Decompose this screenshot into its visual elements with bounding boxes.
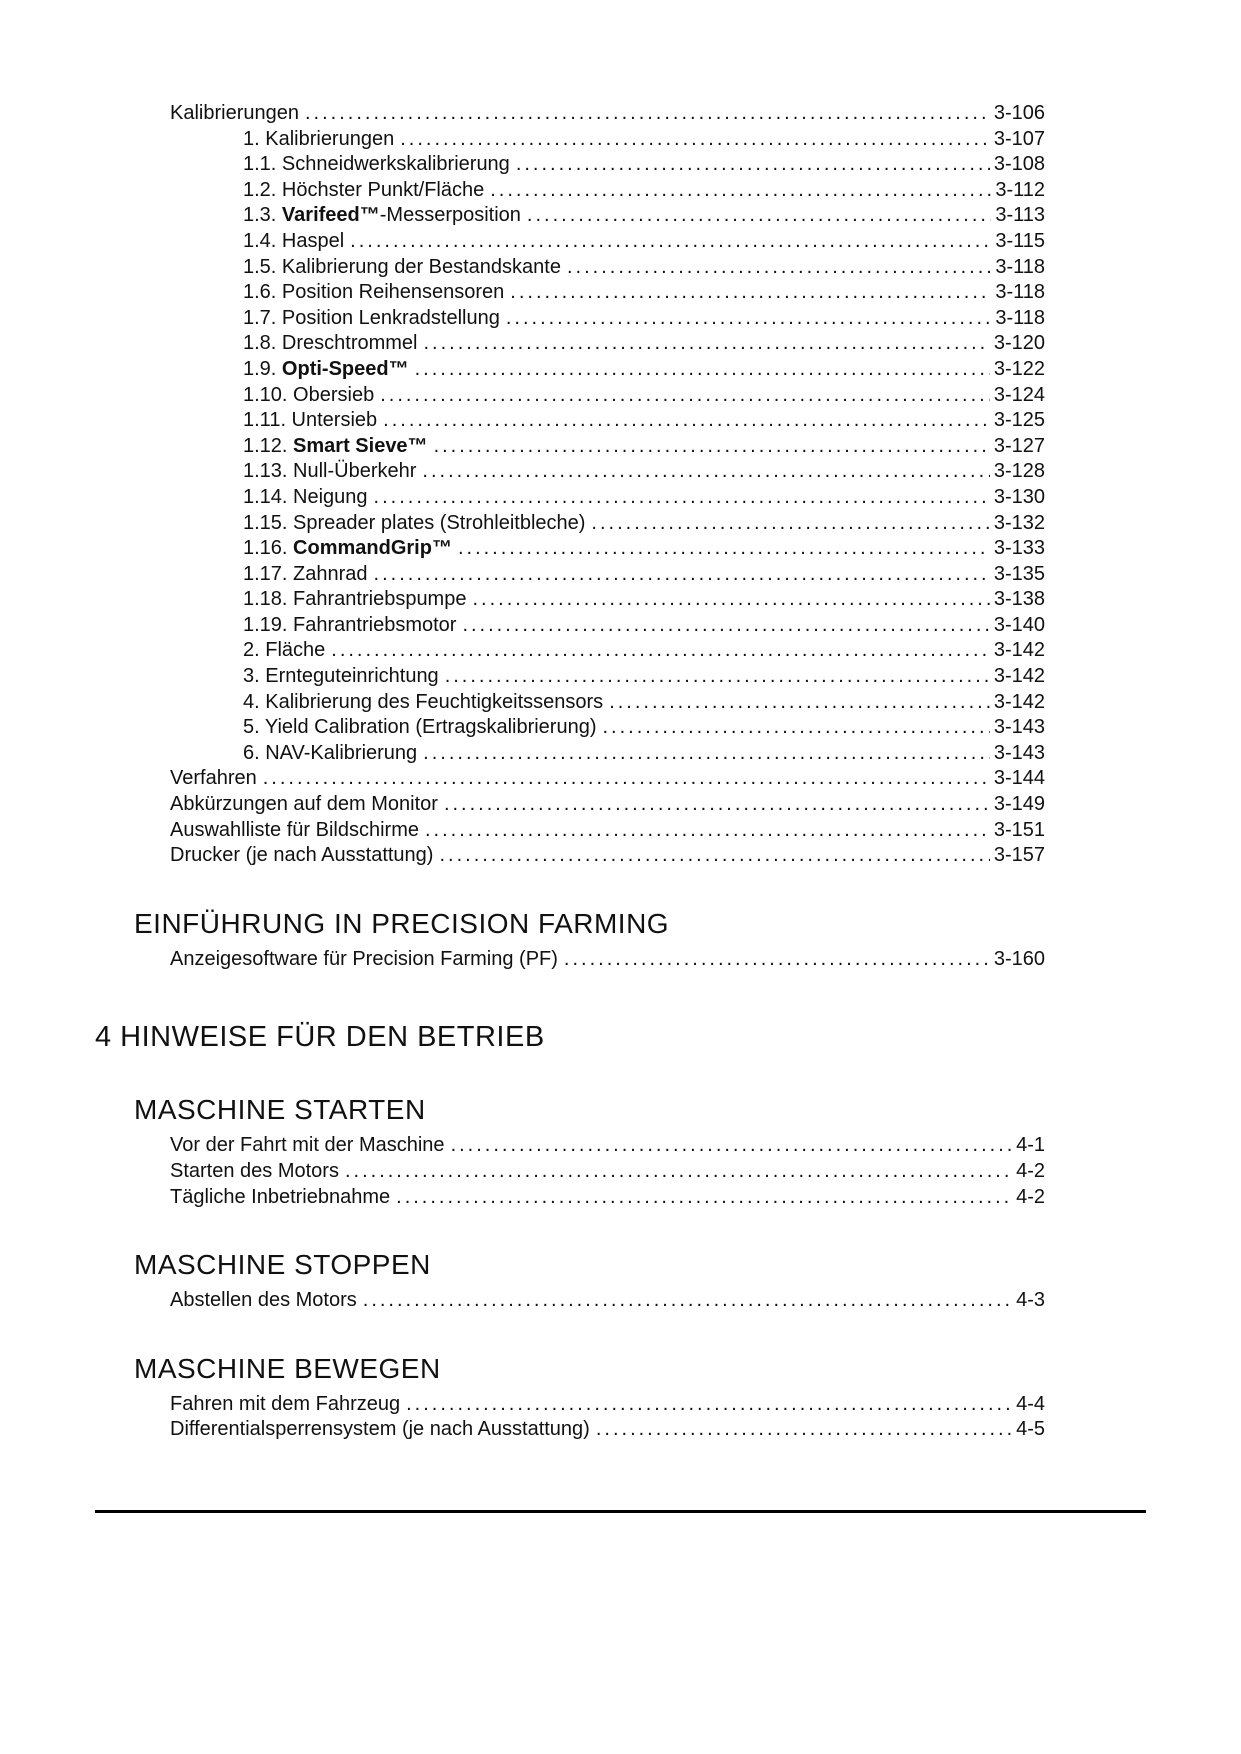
- chapter-heading: 4 HINWEISE FÜR DEN BETRIEB: [95, 1021, 545, 1054]
- dot-leader: [490, 178, 991, 204]
- toc-entry-label-text: 1.7. Position Lenkradstellung: [243, 306, 500, 329]
- dot-leader: [374, 485, 990, 511]
- toc-entries-block: [0, 947, 1241, 973]
- toc-entry[interactable]: [243, 203, 1045, 229]
- dot-leader: [422, 459, 989, 485]
- toc-entry-page-number: 3-125: [993, 409, 1045, 432]
- dot-leader: [510, 280, 991, 306]
- toc-entry-label: [170, 1288, 357, 1314]
- toc-entry-label-text: 3. Ernteguteinrichtung: [243, 665, 439, 688]
- toc-entry[interactable]: [243, 511, 1045, 537]
- toc-entry[interactable]: [243, 127, 1045, 153]
- toc-entry-label: [243, 383, 374, 409]
- toc-entry-label: [170, 766, 257, 792]
- toc-entry-label: [170, 818, 419, 844]
- toc-entry-label-text: 1.2. Höchster Punkt/Fläche: [243, 178, 485, 201]
- toc-entry[interactable]: [243, 638, 1045, 664]
- toc-entry-label: [243, 741, 417, 767]
- toc-entry-label-text: 1.4. Haspel: [243, 229, 345, 252]
- toc-entry-label-text: 1.10. Obersieb: [243, 383, 375, 406]
- toc-entry-label-text: 1.14. Neigung: [243, 485, 368, 508]
- toc-entry-page-number: 4-5: [1016, 1418, 1045, 1441]
- toc-entry[interactable]: [243, 664, 1045, 690]
- dot-leader: [609, 690, 990, 716]
- toc-entry-label-text: 4. Kalibrierung des Feuchtigkeitssensors: [243, 690, 604, 713]
- section-heading: EINFÜHRUNG IN PRECISION FARMING: [134, 907, 670, 939]
- toc-entry-page-number: 3-122: [993, 357, 1045, 380]
- toc-entry-page-number: 3-120: [993, 332, 1045, 355]
- toc-entry[interactable]: [170, 818, 1045, 844]
- toc-entry-page-number: 3-143: [993, 716, 1045, 739]
- toc-entry-page-number: 4-2: [1016, 1185, 1045, 1208]
- toc-entry-label: [243, 357, 409, 383]
- dot-leader: [439, 843, 989, 869]
- toc-entry-label-text: 1.12.: [243, 434, 294, 457]
- dot-leader: [451, 1133, 1013, 1159]
- dot-leader: [472, 587, 989, 613]
- toc-entry-page-number: 3-138: [993, 588, 1045, 611]
- section-heading: MASCHINE STARTEN: [134, 1094, 426, 1126]
- toc-entry-page-number: 3-143: [993, 741, 1045, 764]
- toc-entry-label-text: Vor der Fahrt mit der Maschine: [170, 1134, 445, 1157]
- toc-entry-label: [243, 459, 416, 485]
- toc-entry[interactable]: [170, 1185, 1045, 1211]
- toc-entry-label-text: 6. NAV-Kalibrierung: [243, 741, 418, 764]
- toc-entry[interactable]: [243, 485, 1045, 511]
- toc-entry-label-text: 1.19. Fahrantriebsmotor: [243, 613, 457, 636]
- toc-entry-label: [243, 229, 344, 255]
- toc-entry-label-text: Abstellen des Motors: [170, 1289, 357, 1312]
- toc-entry-label-text: Abkürzungen auf dem Monitor: [170, 793, 438, 816]
- toc-entry-label: [243, 690, 603, 716]
- dot-leader: [516, 152, 990, 178]
- toc-entry-page-number: 3-151: [993, 818, 1045, 841]
- dot-leader: [400, 127, 990, 153]
- toc-entry-label: [170, 1133, 445, 1159]
- toc-entry-label: [243, 280, 504, 306]
- toc-entry-page-number: 4-2: [1016, 1160, 1045, 1182]
- dot-leader: [363, 1288, 1012, 1314]
- dot-leader: [424, 331, 990, 357]
- toc-entry-page-number: 4-4: [1016, 1392, 1045, 1415]
- toc-entry-label-text: 2. Fläche: [243, 639, 326, 662]
- toc-entry-page-number: 3-142: [993, 665, 1045, 688]
- dot-leader: [415, 357, 990, 383]
- toc-entry-page-number: 3-128: [993, 460, 1045, 483]
- dot-leader: [383, 408, 990, 434]
- section-heading: MASCHINE STOPPEN: [134, 1249, 431, 1281]
- dot-leader: [462, 613, 989, 639]
- toc-entry-label-text: 5. Yield Calibration (Ertragskalibrierung): [243, 716, 597, 739]
- toc-entry[interactable]: [243, 357, 1045, 383]
- toc-entry-label: [243, 306, 500, 332]
- toc-entry-page-number: 3-144: [993, 767, 1045, 790]
- dot-leader: [263, 766, 990, 792]
- toc-entry-label: [170, 843, 433, 869]
- toc-entry-page-number: 3-115: [995, 229, 1045, 252]
- toc-entry[interactable]: [243, 152, 1045, 178]
- toc-entry-label: [170, 1159, 339, 1185]
- toc-entry-label-text: 1.15. Spreader plates (Strohleitbleche): [243, 511, 586, 534]
- toc-entry-page-number: 3-112: [995, 178, 1045, 201]
- toc-entry-label: [170, 1185, 390, 1211]
- toc-entry-label-text: 1.17. Zahnrad: [243, 562, 368, 585]
- toc-entry-label: [243, 562, 368, 588]
- toc-entry[interactable]: [243, 229, 1045, 255]
- dot-leader: [380, 383, 990, 409]
- toc-entry-page-number: 3-157: [993, 844, 1045, 867]
- toc-entries-block: [0, 101, 1241, 869]
- dot-leader: [345, 1159, 1012, 1185]
- toc-entry-label: [170, 1417, 590, 1443]
- toc-entry-label-text: 1.5. Kalibrierung der Bestandskante: [243, 255, 561, 278]
- toc-entry-label: [243, 331, 418, 357]
- dot-leader: [396, 1185, 1012, 1211]
- section-heading: MASCHINE BEWEGEN: [134, 1352, 441, 1384]
- toc-entry-page-number: 3-127: [993, 434, 1045, 457]
- toc-entry-label: [243, 178, 484, 204]
- toc-entry-page-number: 3-113: [995, 204, 1045, 227]
- toc-entry[interactable]: [243, 613, 1045, 639]
- toc-entry-label-text: Tägliche Inbetriebnahme: [170, 1185, 391, 1208]
- toc-entry[interactable]: [243, 741, 1045, 767]
- toc-entries-block: [0, 1392, 1241, 1443]
- toc-entry-label-text: 1.3.: [243, 204, 282, 227]
- toc-entry-page-number: 3-106: [993, 102, 1045, 124]
- toc-entry-label-text: 1.9.: [243, 357, 282, 380]
- toc-entry[interactable]: [243, 331, 1045, 357]
- toc-entry-label: [243, 434, 428, 460]
- toc-entry[interactable]: [170, 1133, 1045, 1159]
- toc-entry-label-text: 1.6. Position Reihensensoren: [243, 281, 505, 304]
- toc-entry-label-text: 1. Kalibrierungen: [243, 127, 395, 150]
- toc-entry[interactable]: [243, 690, 1045, 716]
- toc-entry-page-number: 3-107: [993, 127, 1045, 150]
- toc-entry-label: [243, 152, 510, 178]
- toc-entry-label-brand: Opti-Speed™: [281, 357, 409, 380]
- toc-entry-label: [170, 101, 299, 127]
- toc-entry-label-text: Auswahlliste für Bildschirme: [170, 818, 419, 841]
- toc-entry[interactable]: [243, 383, 1045, 409]
- toc-entry-label-text: Verfahren: [170, 767, 257, 790]
- dot-leader: [591, 511, 989, 537]
- toc-entry[interactable]: [243, 562, 1045, 588]
- toc-entries-block: [0, 1288, 1241, 1314]
- toc-entry-label: [170, 947, 558, 973]
- toc-entry-label: [170, 1392, 400, 1418]
- toc-entry-label-text: Starten des Motors: [170, 1160, 339, 1182]
- toc-entry[interactable]: [243, 434, 1045, 460]
- toc-entry-label: [170, 792, 438, 818]
- dot-leader: [506, 306, 991, 332]
- toc-entry-page-number: 3-142: [993, 690, 1045, 713]
- toc-entry-label-brand: CommandGrip™: [293, 537, 452, 560]
- toc-entry-label-text: 1.18. Fahrantriebspumpe: [243, 588, 467, 611]
- toc-entry[interactable]: [170, 792, 1045, 818]
- toc-entry-label: [243, 638, 325, 664]
- toc-entry[interactable]: [170, 766, 1045, 792]
- toc-entry-label: [243, 664, 439, 690]
- toc-entry-label: [243, 203, 521, 229]
- toc-entry-label: [243, 536, 452, 562]
- toc-entry[interactable]: [170, 1417, 1045, 1443]
- toc-entry-page-number: 3-140: [993, 613, 1045, 636]
- toc-entry-label: [243, 587, 466, 613]
- toc-entry-label-text: Drucker (je nach Ausstattung): [170, 844, 434, 867]
- toc-entry-page-number: 3-149: [993, 793, 1045, 816]
- toc-entry[interactable]: [170, 843, 1045, 869]
- toc-entry-label: [243, 408, 377, 434]
- toc-entry[interactable]: [243, 459, 1045, 485]
- toc-entries-block: [0, 1133, 1241, 1210]
- dot-leader: [596, 1417, 1012, 1443]
- dot-leader: [423, 741, 990, 767]
- dot-leader: [374, 562, 990, 588]
- toc-entry[interactable]: [243, 536, 1045, 562]
- dot-leader: [445, 664, 990, 690]
- dot-leader: [406, 1392, 1012, 1418]
- dot-leader: [444, 792, 990, 818]
- toc-entry-label: [243, 255, 561, 281]
- toc-entry[interactable]: [170, 1288, 1045, 1314]
- toc-entry[interactable]: [243, 280, 1045, 306]
- toc-entry-label-text: 1.11. Untersieb: [243, 409, 378, 432]
- toc-entry[interactable]: [170, 1392, 1045, 1418]
- dot-leader: [434, 434, 990, 460]
- toc-entry-label-brand: Smart Sieve™: [293, 434, 428, 457]
- dot-leader: [564, 947, 990, 973]
- dot-leader: [527, 203, 991, 229]
- toc-entry[interactable]: [243, 715, 1045, 741]
- toc-entry[interactable]: [243, 306, 1045, 332]
- toc-entry-label-text: 1.1. Schneidwerkskalibrierung: [243, 153, 510, 176]
- toc-entry-page-number: 3-133: [993, 537, 1045, 560]
- toc-entry-label: [243, 127, 394, 153]
- toc-entry[interactable]: [243, 178, 1045, 204]
- toc-entry[interactable]: [243, 587, 1045, 613]
- toc-entry-label: [243, 715, 597, 741]
- dot-leader: [331, 638, 990, 664]
- toc-entry-label-text: 1.8. Dreschtrommel: [243, 332, 418, 355]
- toc-entry-page-number: 3-135: [993, 562, 1045, 585]
- toc-entry-label: [243, 485, 368, 511]
- toc-entry-label-text: Anzeigesoftware für Precision Farming (PF): [170, 947, 558, 970]
- dot-leader: [350, 229, 991, 255]
- toc-entry-page-number: 3-118: [995, 306, 1045, 329]
- dot-leader: [425, 818, 990, 844]
- toc-entry-page-number: 4-3: [1016, 1289, 1045, 1312]
- toc-entry[interactable]: [170, 101, 1045, 127]
- toc-entry-page-number: 3-160: [993, 947, 1045, 970]
- toc-entry-page-number: 3-118: [995, 281, 1045, 304]
- toc-entry-page-number: 3-118: [995, 255, 1045, 278]
- toc-entry[interactable]: [170, 1159, 1045, 1185]
- toc-entry[interactable]: [243, 408, 1045, 434]
- toc-entry-label-text: 1.13. Null-Überkehr: [243, 460, 417, 483]
- dot-leader: [603, 715, 990, 741]
- toc-entry-label-text: Differentialsperrensystem (je nach Ausstattung): [170, 1418, 590, 1441]
- toc-entry-label-brand: Varifeed™: [281, 204, 380, 227]
- toc-entry[interactable]: [170, 947, 1045, 973]
- dot-leader: [567, 255, 991, 281]
- toc-entry-label: [243, 511, 585, 537]
- toc-entry-label-text: -Messerposition: [379, 204, 521, 227]
- toc-entry-page-number: 3-132: [993, 511, 1045, 534]
- toc-entry-page-number: 3-124: [993, 383, 1045, 406]
- toc-entry-label: [243, 613, 456, 639]
- toc-entry-label-text: Fahren mit dem Fahrzeug: [170, 1392, 401, 1415]
- toc-entry-page-number: 3-142: [993, 639, 1045, 662]
- toc-entry-page-number: 3-108: [993, 153, 1045, 176]
- toc-entry-page-number: 3-130: [993, 485, 1045, 508]
- footer-divider: [95, 1510, 1146, 1513]
- dot-leader: [458, 536, 990, 562]
- dot-leader: [305, 101, 990, 127]
- toc-entry-label-text: Kalibrierungen: [170, 102, 299, 124]
- toc-entry-page-number: 4-1: [1016, 1134, 1045, 1157]
- toc-entry-label-text: 1.16.: [243, 537, 294, 560]
- toc-entry[interactable]: [243, 255, 1045, 281]
